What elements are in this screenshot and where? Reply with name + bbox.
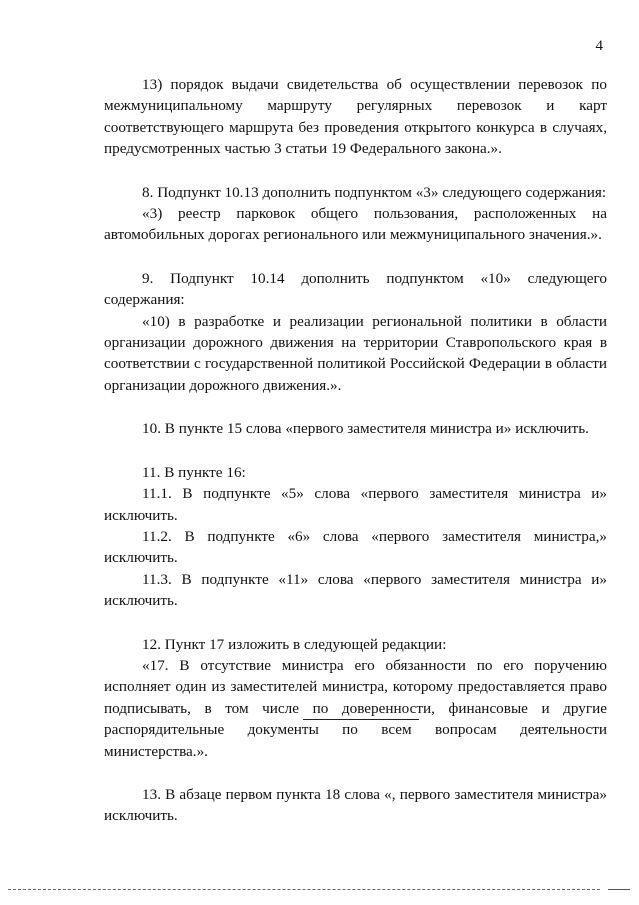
- paragraph-item-8: 8. Подпункт 10.13 дополнить подпунктом «3» следующего содержания:: [142, 183, 607, 201]
- scan-bottom-edge: [8, 889, 600, 890]
- paragraph-item-11-1: 11.1. В подпункте «5» слова «первого заместителя министра и» исключить.: [104, 485, 607, 524]
- document-body: [104, 74, 607, 827]
- end-of-text-rule: [303, 719, 419, 720]
- paragraph-item-12: 12. Пункт 17 изложить в следующей редакции:: [142, 635, 447, 653]
- paragraph-item-13: 13. В абзаце первом пункта 18 слова «, первого заместителя министра» исключить.: [104, 785, 607, 825]
- paragraph-item-11-2: 11.2. В подпункте «6» слова «первого заместителя министра,» исключить.: [104, 527, 607, 567]
- scan-bottom-edge-tail: [608, 889, 630, 890]
- paragraph-item-9: 9. Подпункт 10.14 дополнить подпунктом «10» следующего содержания:: [104, 269, 607, 309]
- paragraph-item-10: 10. В пункте 15 слова «первого заместителя министра и» исключить.: [142, 420, 589, 438]
- paragraph-item-9-quote: «10) в разработке и реализации региональной политики в области организации дорожного движения на территории Ставропольского края в соответствии с государственной политикой Российской Федерации в области организации дорожного движения.».: [104, 312, 607, 394]
- paragraph-subitem-13: 13) порядок выдачи свидетельства об осуществлении перевозок по межмуниципальному маршруту регулярных перевозок и карт соответствующего маршрута без проведения открытого конкурса в случаях, предусмотренных частью 3 статьи 19 Федерального закона.».: [104, 76, 607, 158]
- paragraph-item-11-3: 11.3. В подпункте «11» слова «первого заместителя министра и» исключить.: [104, 570, 607, 610]
- paragraph-item-8-quote: «3) реестр парковок общего пользования, расположенных на автомобильных дорогах регионального или межмуниципального значения.».: [104, 205, 607, 244]
- page-number: 4: [595, 38, 603, 54]
- paragraph-item-11: 11. В пункте 16:: [142, 463, 246, 481]
- paragraph-item-12-quote: «17. В отсутствие министра его обязанности по его поручению исполняет один из заместителей министра, которому предоставляется право подписывать, в том числе по доверенности, финансовые и другие распорядительные документы по всем вопросам деятельности министерства.».: [104, 656, 607, 760]
